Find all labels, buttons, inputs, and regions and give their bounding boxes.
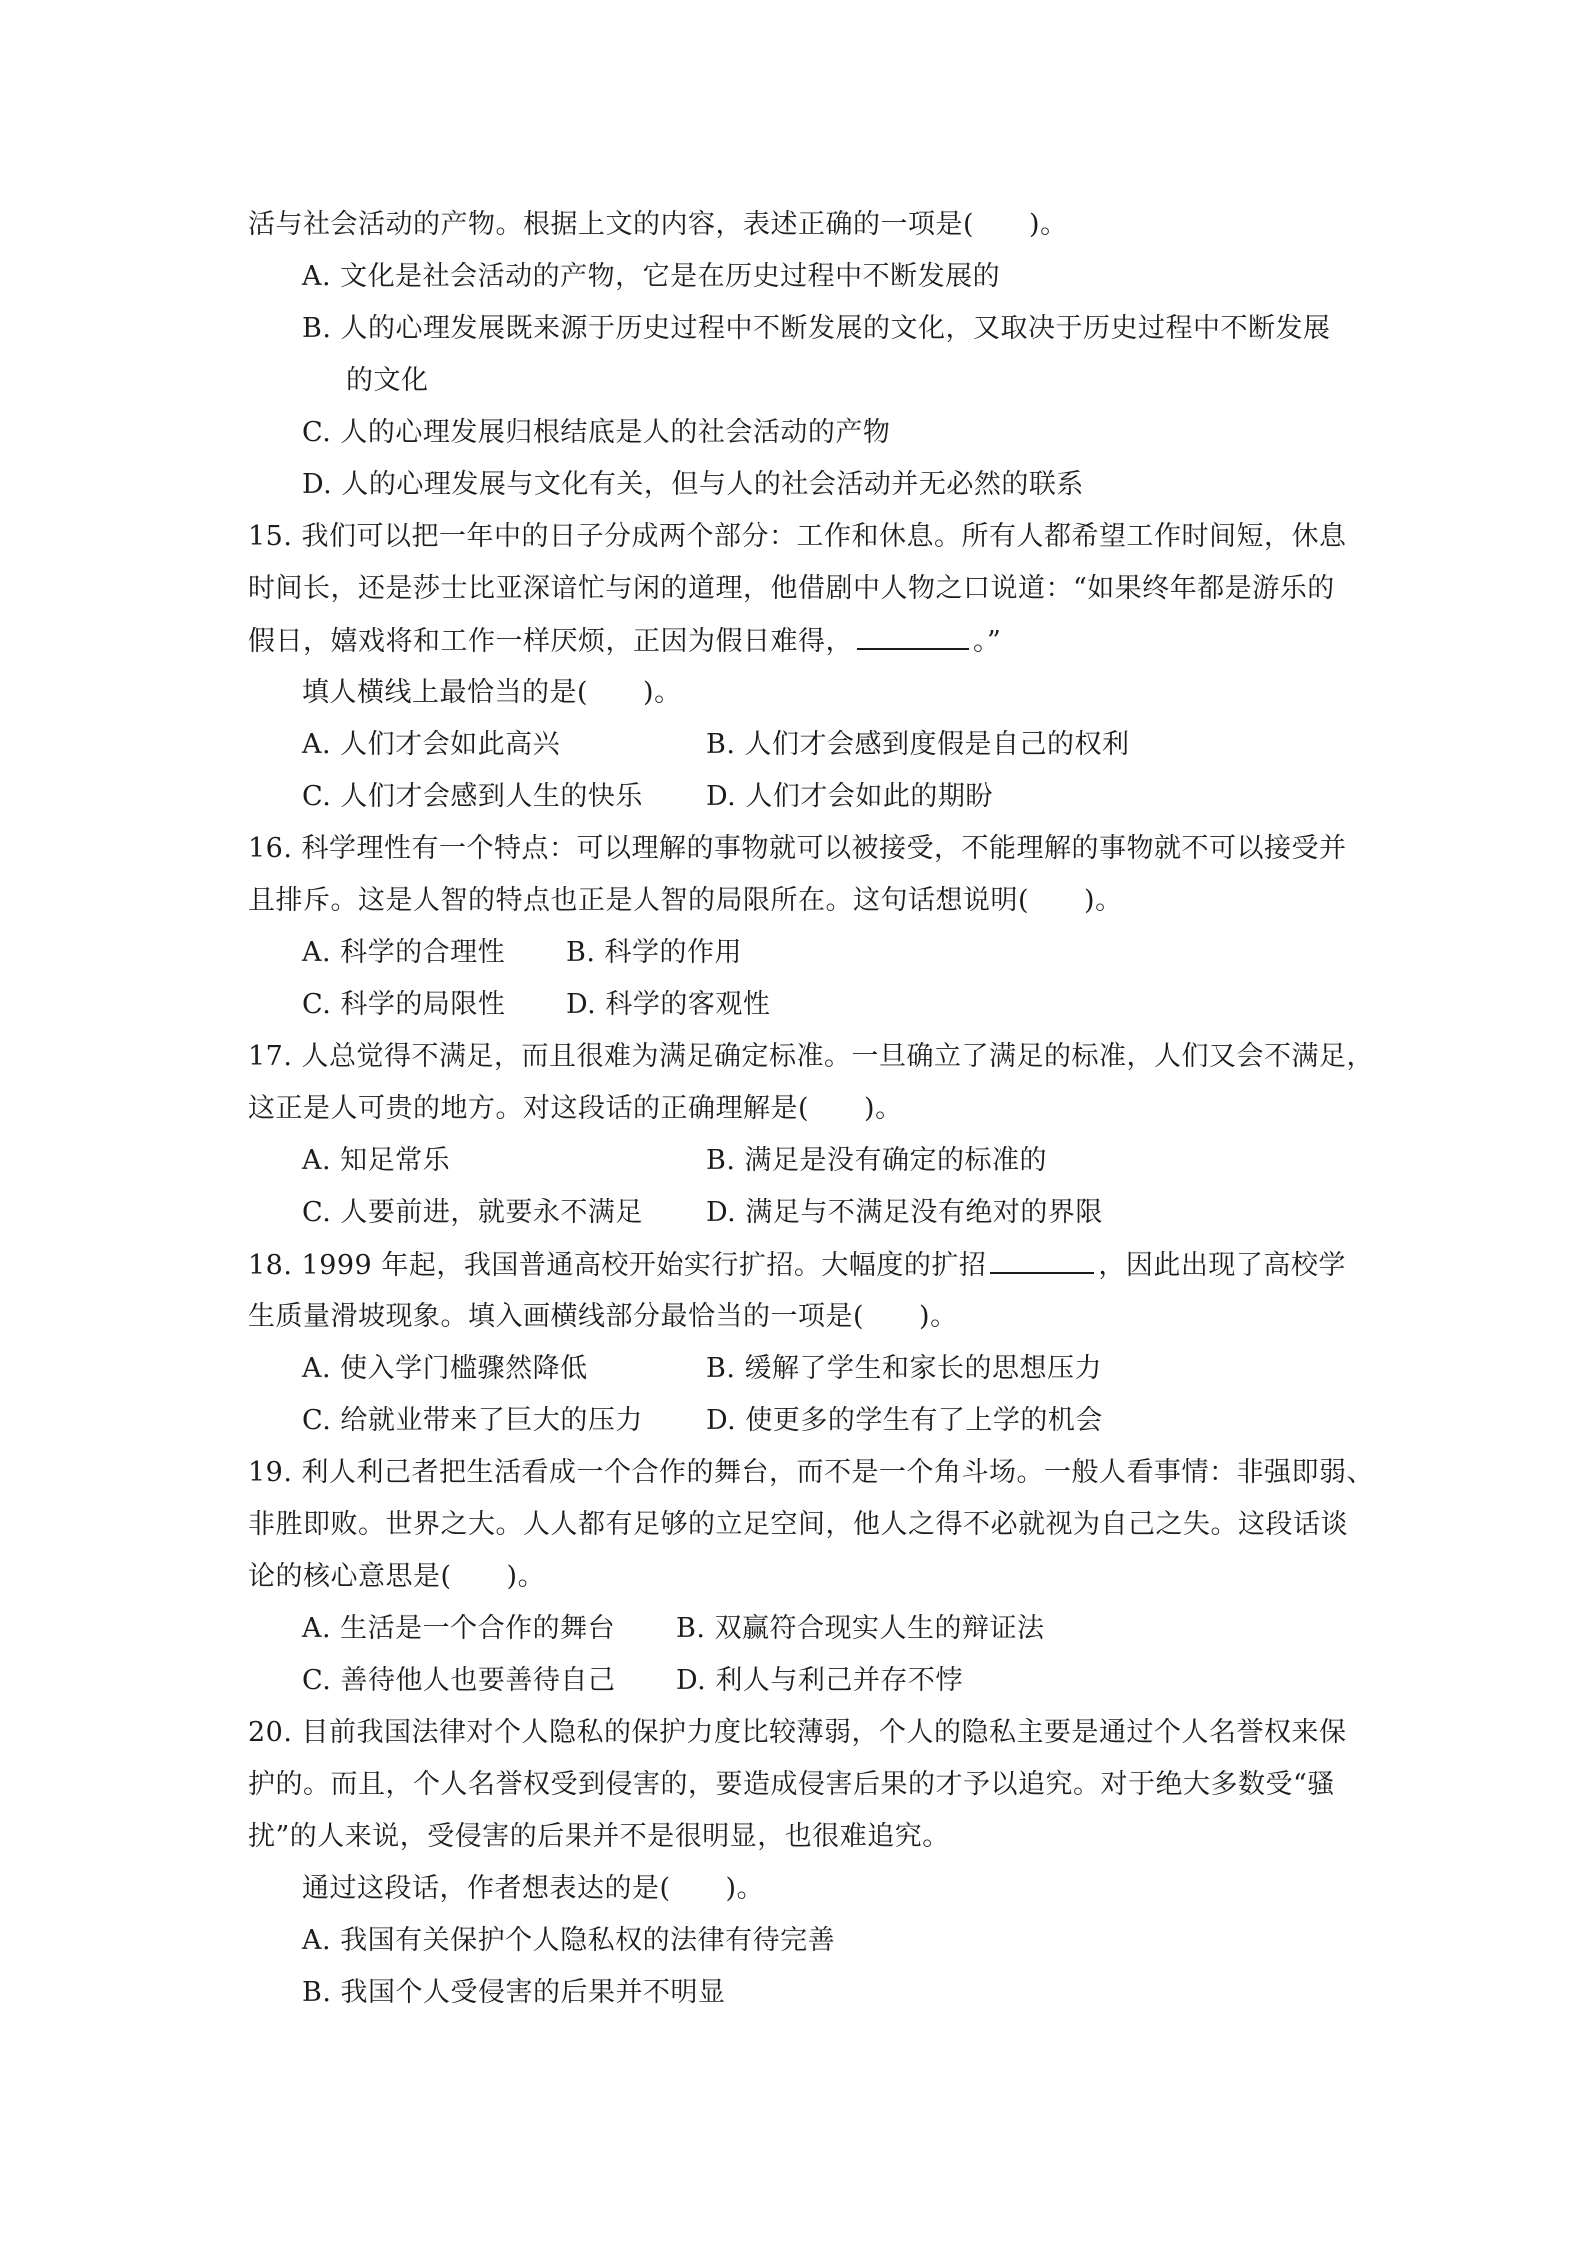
- q15-option-b: B. 人们才会感到度假是自己的权利: [706, 729, 1130, 760]
- q14-option-b-line-2: 的文化: [346, 365, 429, 396]
- q14-stem-line-1: 活与社会活动的产物。根据上文的内容，表述正确的一项是( )。: [248, 209, 1068, 240]
- q17-option-c: C. 人要前进，就要永不满足: [302, 1197, 643, 1228]
- q20-stem-line-3: 扰”的人来说，受侵害的后果并不是很明显，也很难追究。: [248, 1821, 950, 1852]
- q15-instruction: 填人横线上最恰当的是( )。: [302, 677, 682, 708]
- q15-option-d: D. 人们才会如此的期盼: [706, 781, 993, 812]
- q17-option-d: D. 满足与不满足没有绝对的界限: [706, 1197, 1103, 1228]
- q17-stem-line-2: 这正是人可贵的地方。对这段话的正确理解是( )。: [248, 1093, 903, 1124]
- q15-fill-blank: [857, 624, 969, 650]
- q20-option-b: B. 我国个人受侵害的后果并不明显: [302, 1977, 726, 2008]
- q14-option-c: C. 人的心理发展归根结底是人的社会活动的产物: [302, 417, 891, 448]
- q20-instruction: 通过这段话，作者想表达的是( )。: [302, 1873, 765, 1904]
- q15-stem-line-3: [248, 624, 1001, 659]
- q19-stem-line-3: 论的核心意思是( )。: [248, 1561, 546, 1592]
- q14-option-b-line-1: B. 人的心理发展既来源于历史过程中不断发展的文化，又取决于历史过程中不断发展: [302, 313, 1331, 344]
- q18-stem-line-2: 生质量滑坡现象。填入画横线部分最恰当的一项是( )。: [248, 1301, 958, 1332]
- q14-option-a: A. 文化是社会活动的产物，它是在历史过程中不断发展的: [302, 261, 1001, 292]
- q15-stem-line-2: 时间长，还是莎士比亚深谙忙与闲的道理，他借剧中人物之口说道：“如果终年都是游乐的: [248, 573, 1335, 604]
- q18-fill-blank: [990, 1248, 1094, 1274]
- q16-option-b: B. 科学的作用: [566, 937, 743, 968]
- q15-option-c: C. 人们才会感到人生的快乐: [302, 781, 643, 812]
- q18-option-b: B. 缓解了学生和家长的思想压力: [706, 1353, 1103, 1384]
- q16-stem-line-1: 16. 科学理性有一个特点：可以理解的事物就可以被接受，不能理解的事物就不可以接受并: [248, 833, 1347, 864]
- q18-option-d: D. 使更多的学生有了上学的机会: [706, 1405, 1103, 1436]
- q17-option-a: A. 知足常乐: [302, 1145, 451, 1176]
- q20-stem-line-2: 护的。而且，个人名誉权受到侵害的，要造成侵害后果的才予以追究。对于绝大多数受“骚: [248, 1769, 1335, 1800]
- q15-stem-line-3-text: 假日，嬉戏将和工作一样厌烦，正因为假日难得，: [248, 626, 853, 657]
- q16-option-d: D. 科学的客观性: [566, 989, 771, 1020]
- q15-stem-line-1: 15. 我们可以把一年中的日子分成两个部分：工作和休息。所有人都希望工作时间短，休息: [248, 521, 1347, 552]
- q18-stem-line-1-end: ，因此出现了高校学: [1098, 1250, 1346, 1281]
- q16-option-a: A. 科学的合理性: [302, 937, 506, 968]
- q14-option-d: D. 人的心理发展与文化有关，但与人的社会活动并无必然的联系: [302, 469, 1084, 500]
- q16-stem-line-2: 且排斥。这是人智的特点也正是人智的局限所在。这句话想说明( )。: [248, 885, 1123, 916]
- q20-option-a: A. 我国有关保护个人隐私权的法律有待完善: [302, 1925, 836, 1956]
- q19-option-a: A. 生活是一个合作的舞台: [302, 1613, 616, 1644]
- q19-option-c: C. 善待他人也要善待自己: [302, 1665, 616, 1696]
- q17-option-b: B. 满足是没有确定的标准的: [706, 1145, 1048, 1176]
- q17-stem-line-1: 17. 人总觉得不满足，而且很难为满足确定标准。一旦确立了满足的标准，人们又会不满足，: [248, 1041, 1375, 1072]
- q19-stem-line-1: 19. 利人利己者把生活看成一个合作的舞台，而不是一个角斗场。一般人看事情：非强即弱、: [248, 1457, 1375, 1488]
- q20-stem-line-1: 20. 目前我国法律对个人隐私的保护力度比较薄弱，个人的隐私主要是通过个人名誉权来保: [248, 1717, 1347, 1748]
- q18-option-a: A. 使入学门槛骤然降低: [302, 1353, 588, 1384]
- q19-stem-line-2: 非胜即败。世界之大。人人都有足够的立足空间，他人之得不必就视为自己之失。这段话谈: [248, 1509, 1348, 1540]
- q19-option-d: D. 利人与利己并存不悖: [676, 1665, 963, 1696]
- q16-option-c: C. 科学的局限性: [302, 989, 506, 1020]
- q18-stem-line-1: [248, 1248, 1346, 1283]
- q18-stem-line-1-text: 18. 1999 年起，我国普通高校开始实行扩招。大幅度的扩招: [248, 1250, 987, 1281]
- q15-stem-line-3-end: 。”: [973, 626, 1002, 657]
- q19-option-b: B. 双赢符合现实人生的辩证法: [676, 1613, 1045, 1644]
- q15-option-a: A. 人们才会如此高兴: [302, 729, 561, 760]
- q18-option-c: C. 给就业带来了巨大的压力: [302, 1405, 643, 1436]
